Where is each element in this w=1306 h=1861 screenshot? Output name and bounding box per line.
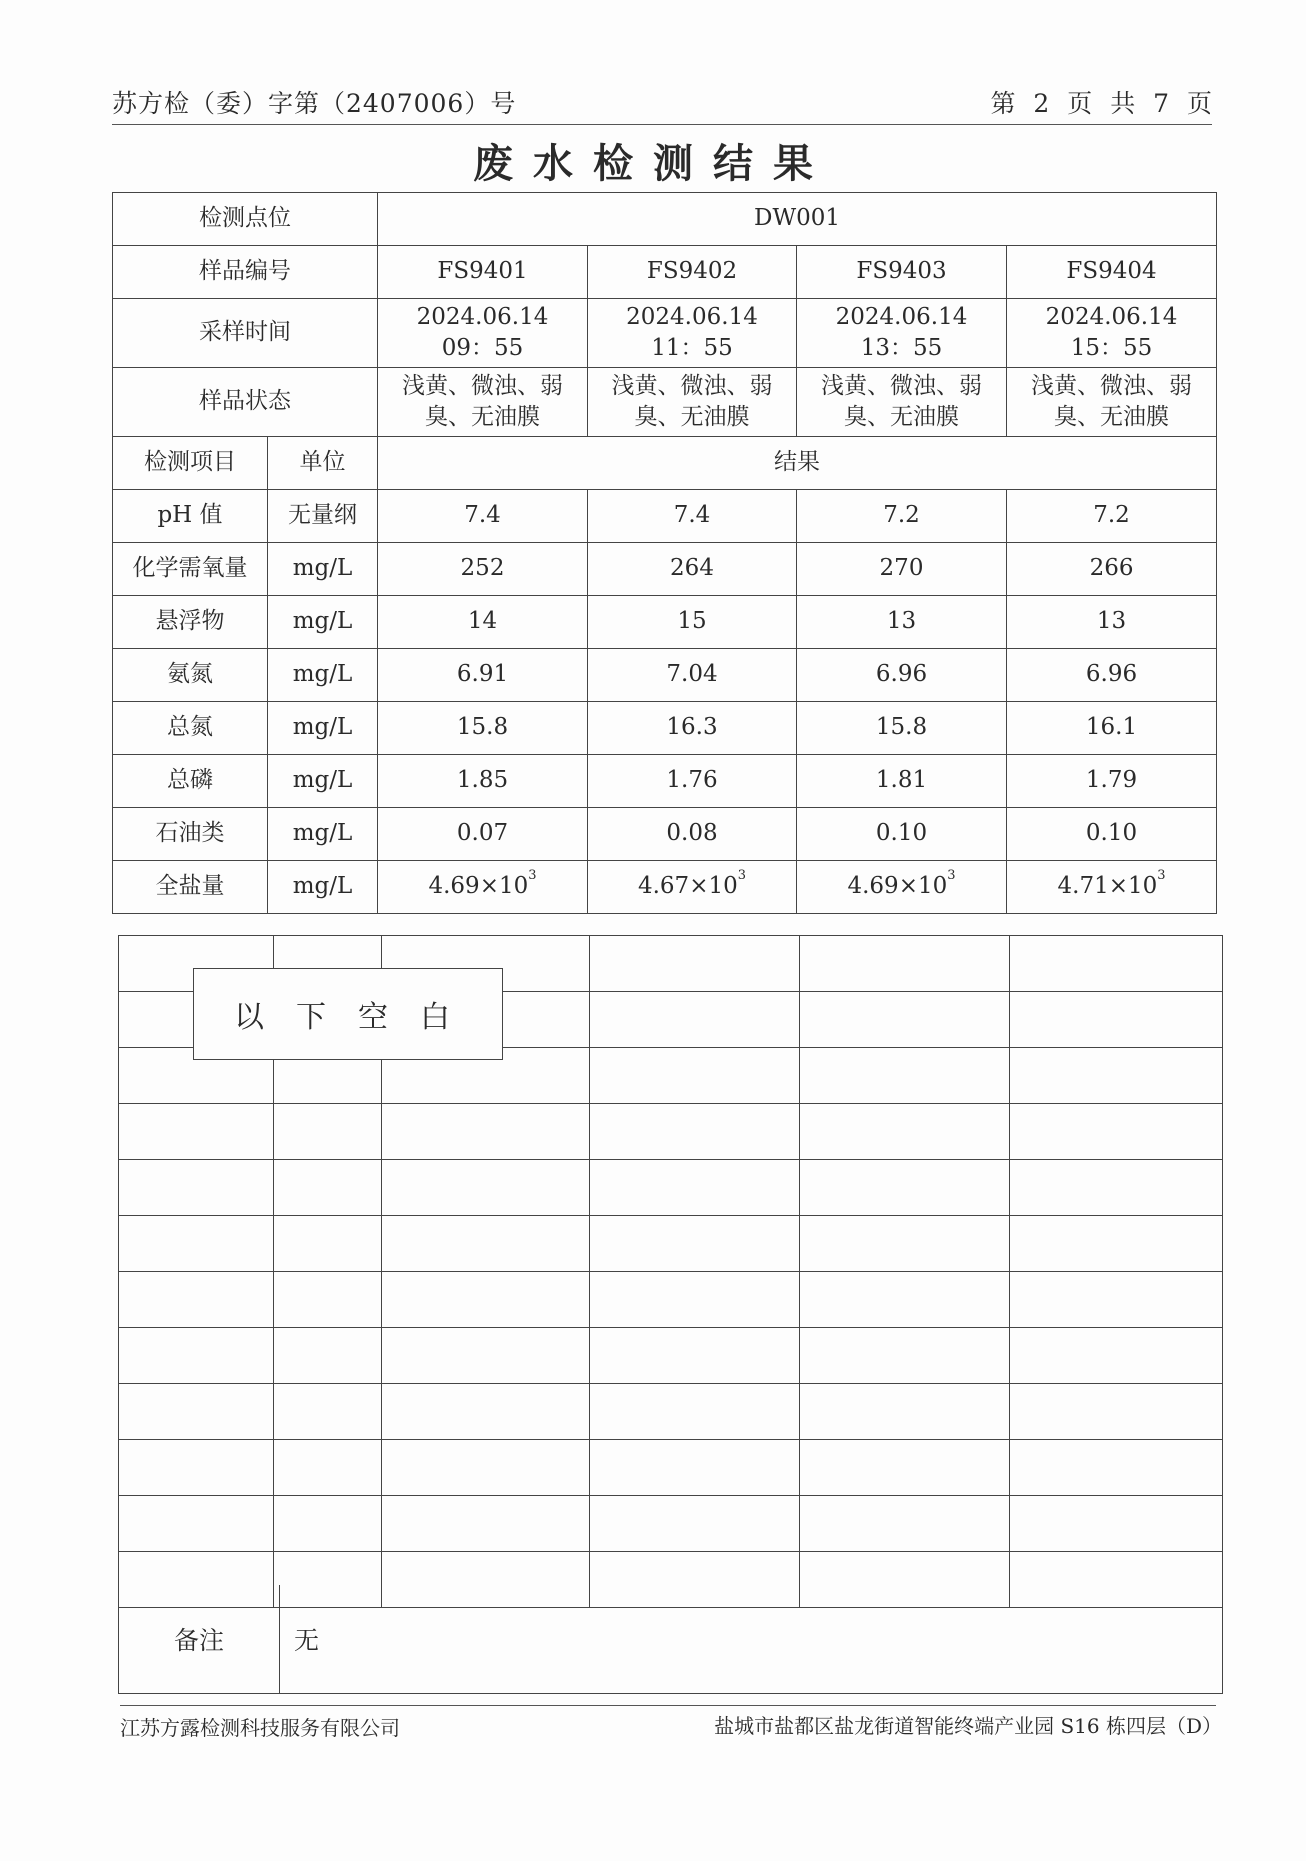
table-row	[113, 808, 1217, 861]
table-row	[113, 596, 1217, 649]
item-unit: mg/L	[268, 649, 378, 702]
result-value: 270	[797, 543, 1007, 596]
point-label: 检测点位	[113, 193, 378, 246]
table-row	[113, 649, 1217, 702]
result-value: 0.10	[1007, 808, 1217, 861]
result-value: 0.07	[378, 808, 588, 861]
result-value: 13	[797, 596, 1007, 649]
result-value: $4.71\times 10^3$	[1007, 861, 1217, 914]
result-value: 0.10	[797, 808, 1007, 861]
result-value: 16.1	[1007, 702, 1217, 755]
result-value: 7.04	[588, 649, 797, 702]
result-value: 15.8	[797, 702, 1007, 755]
result-value: 1.79	[1007, 755, 1217, 808]
sample-state: 浅黄、微浊、弱 臭、无油膜	[378, 368, 588, 437]
sample-no: FS9404	[1007, 246, 1217, 299]
page-title: 废水检测结果	[473, 141, 833, 187]
sample-no: FS9401	[378, 246, 588, 299]
sample-time: 2024.06.14 13：55	[797, 299, 1007, 368]
result-value: 15.8	[378, 702, 588, 755]
result-value: 6.96	[1007, 649, 1217, 702]
result-value: 266	[1007, 543, 1217, 596]
result-value: 1.76	[588, 755, 797, 808]
result-value: 6.96	[797, 649, 1007, 702]
footer-divider	[120, 1705, 1216, 1706]
table-row	[113, 490, 1217, 543]
sample-state: 浅黄、微浊、弱 臭、无油膜	[1007, 368, 1217, 437]
item-header: 检测项目	[113, 437, 268, 490]
remark-label: 备注	[119, 1585, 280, 1693]
sample-time: 2024.06.14 09：55	[378, 299, 588, 368]
blank-below-stamp: 以下空白	[193, 968, 503, 1060]
item-name: 总氮	[113, 702, 268, 755]
unit-header: 单位	[268, 437, 378, 490]
item-name: 氨氮	[113, 649, 268, 702]
sample-time: 2024.06.14 15：55	[1007, 299, 1217, 368]
item-unit: mg/L	[268, 702, 378, 755]
item-name: 石油类	[113, 808, 268, 861]
sample-no-label: 样品编号	[113, 246, 378, 299]
item-name: 全盐量	[113, 861, 268, 914]
result-value: 14	[378, 596, 588, 649]
result-value: 7.2	[797, 490, 1007, 543]
sample-state: 浅黄、微浊、弱 臭、无油膜	[588, 368, 797, 437]
result-value: 16.3	[588, 702, 797, 755]
company-address: 盐城市盐都区盐龙街道智能终端产业园 S16 栋四层（D）	[714, 1714, 1222, 1738]
sample-state-label: 样品状态	[113, 368, 378, 437]
sample-time-row	[113, 299, 1217, 368]
sample-state-row	[113, 368, 1217, 437]
point-value: DW001	[378, 193, 1217, 246]
item-name: 化学需氧量	[113, 543, 268, 596]
result-value: 252	[378, 543, 588, 596]
result-value: 6.91	[378, 649, 588, 702]
result-value: 13	[1007, 596, 1217, 649]
result-value: $4.67\times 10^3$	[588, 861, 797, 914]
result-value: 264	[588, 543, 797, 596]
page-indicator: 第 2 页 共 7 页	[990, 89, 1212, 118]
sample-time-label: 采样时间	[113, 299, 378, 368]
result-value: 7.2	[1007, 490, 1217, 543]
remark-value: 无	[294, 1626, 320, 1655]
item-unit: 无量纲	[268, 490, 378, 543]
table-row	[113, 755, 1217, 808]
item-unit: mg/L	[268, 543, 378, 596]
sample-no: FS9403	[797, 246, 1007, 299]
sample-no-row	[113, 246, 1217, 299]
item-unit: mg/L	[268, 755, 378, 808]
remark-row	[118, 1585, 1223, 1694]
column-header-row	[113, 437, 1217, 490]
result-value: 7.4	[378, 490, 588, 543]
sample-no: FS9402	[588, 246, 797, 299]
item-name: 总磷	[113, 755, 268, 808]
sample-time: 2024.06.14 11：55	[588, 299, 797, 368]
table-row	[113, 543, 1217, 596]
point-row	[113, 193, 1217, 246]
result-value: $4.69\times 10^3$	[797, 861, 1007, 914]
result-value: 7.4	[588, 490, 797, 543]
result-value: 1.81	[797, 755, 1007, 808]
item-name: pH 值	[113, 490, 268, 543]
header-divider	[112, 124, 1212, 125]
sample-state: 浅黄、微浊、弱 臭、无油膜	[797, 368, 1007, 437]
table-row	[113, 861, 1217, 914]
report-number: 苏方检（委）字第（2407006）号	[112, 89, 517, 118]
result-header: 结果	[378, 437, 1217, 490]
result-value: 15	[588, 596, 797, 649]
company-name: 江苏方露检测科技服务有限公司	[120, 1716, 400, 1740]
item-unit: mg/L	[268, 596, 378, 649]
result-value: 1.85	[378, 755, 588, 808]
result-value: 0.08	[588, 808, 797, 861]
results-table	[112, 192, 1217, 914]
item-unit: mg/L	[268, 861, 378, 914]
table-row	[113, 702, 1217, 755]
item-unit: mg/L	[268, 808, 378, 861]
item-name: 悬浮物	[113, 596, 268, 649]
result-value: $4.69\times 10^3$	[378, 861, 588, 914]
